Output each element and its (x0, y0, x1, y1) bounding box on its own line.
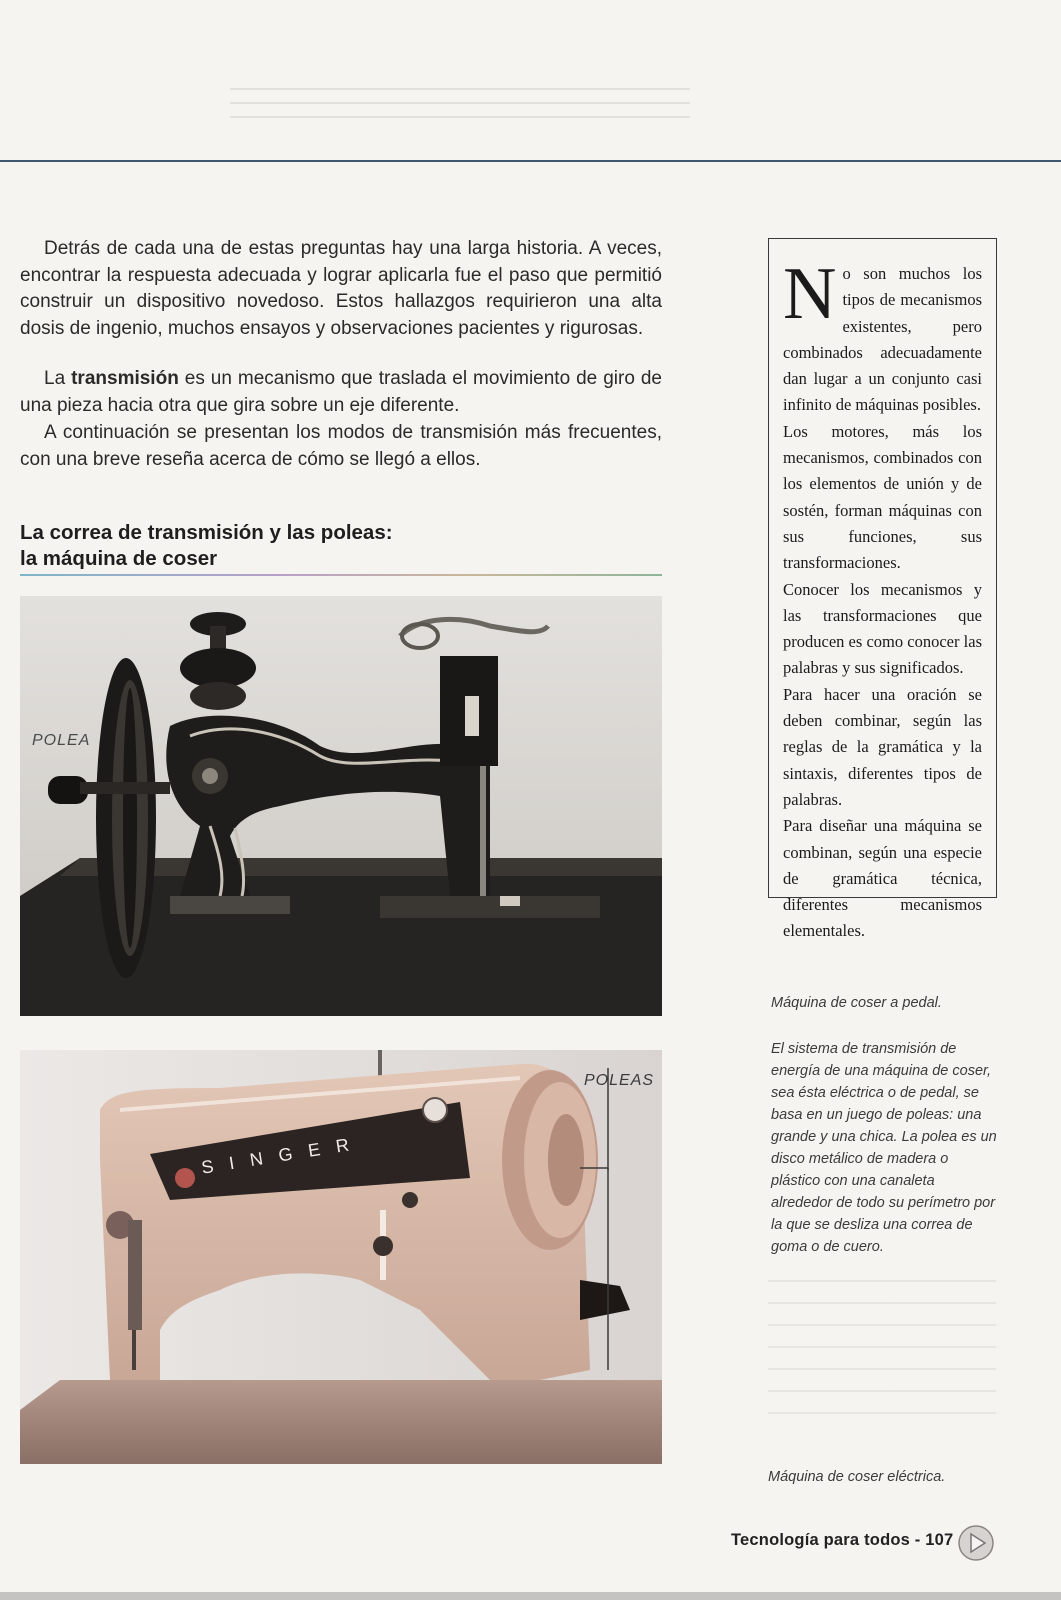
page-edge-shadow (0, 1592, 1061, 1600)
section-title-underline (20, 574, 662, 576)
singer-brand-text: SINGER (200, 1132, 367, 1178)
sidebar-paragraph-3: Conocer los mecanismos y las transformaciones que producen es como conocer las palabras y sus significados. (783, 579, 982, 678)
header-rule (0, 160, 1061, 162)
caption-transmission-explanation: El sistema de transmisión de energía de una máquina de coser, sea ésta eléctrica o de pedal, se basa en un juego de poleas: una grande y una chica. La polea es un disco metálico de madera o plástico con una canaleta alrededor de todo su perímetro por la que se desliza una correa de goma o de cuero. (771, 1041, 997, 1255)
next-page-arrow-icon[interactable] (958, 1525, 994, 1561)
section-title-line2: la máquina de coser (20, 547, 218, 570)
sidebar-text-1: o son muchos los tipos de mecanismos existentes, pero combinados adecuadamente dan lugar a un conjunto casi infinito de máquinas posibles. (783, 264, 982, 415)
intro-paragraph: Detrás de cada una de estas preguntas hay una larga historia. A veces, encontrar la respuesta adecuada y lograr aplicarla fue el paso que permitió construir un dispositivo novedoso. Estos hallazgos requirieron una alta dosis de ingenio, muchos ensayos y observaciones pacientes y rigurosas. (20, 238, 662, 339)
label-poleas: POLEAS (584, 1072, 655, 1089)
caption-pedal-machine: Máquina de coser a pedal. (771, 995, 942, 1011)
caption-electric-machine: Máquina de coser eléctrica. (768, 1469, 946, 1485)
definition-prefix: La (44, 368, 72, 389)
definition-body: es un mecanismo que traslada el movimiento de giro de una pieza hacia otra que gira sobre un eje diferente. (20, 368, 662, 416)
sidebar-box (768, 238, 997, 941)
sidebar-paragraph-1 (783, 253, 982, 419)
page-number: 107 (925, 1531, 954, 1549)
term-transmision: transmisión (71, 368, 179, 389)
book-title: Tecnología para todos - (731, 1531, 926, 1549)
sidebar-paragraph-5: Para diseñar una máquina se combinan, según una especie de gramática técnica, diferentes mecanismos elementales. (783, 816, 982, 941)
transmission-definition (20, 366, 662, 419)
faded-background-text (230, 78, 690, 118)
sidebar-paragraph-2: Los motores, más los mecanismos, combinados con los elementos de unión y de sostén, forman máquinas con sus funciones, sus transformaciones. (783, 421, 982, 573)
drop-cap: N (783, 253, 837, 335)
section-title-line1: La correa de transmisión y las poleas: (20, 521, 393, 544)
sidebar-paragraph-4: Para hacer una oración se deben combinar, según las reglas de la gramática y la sintaxis, diferentes tipos de palabras. (783, 684, 982, 809)
faded-background-text (768, 1264, 996, 1414)
page-footer (731, 1531, 953, 1550)
electric-sewing-machine-photo (20, 1050, 662, 1464)
continuation-paragraph: A continuación se presentan los modos de transmisión más frecuentes, con una breve reseña acerca de cómo se llegó a ellos. (20, 422, 662, 470)
section-title (20, 520, 660, 572)
label-polea: POLEA (32, 732, 91, 749)
pedal-sewing-machine-photo (20, 596, 662, 1016)
